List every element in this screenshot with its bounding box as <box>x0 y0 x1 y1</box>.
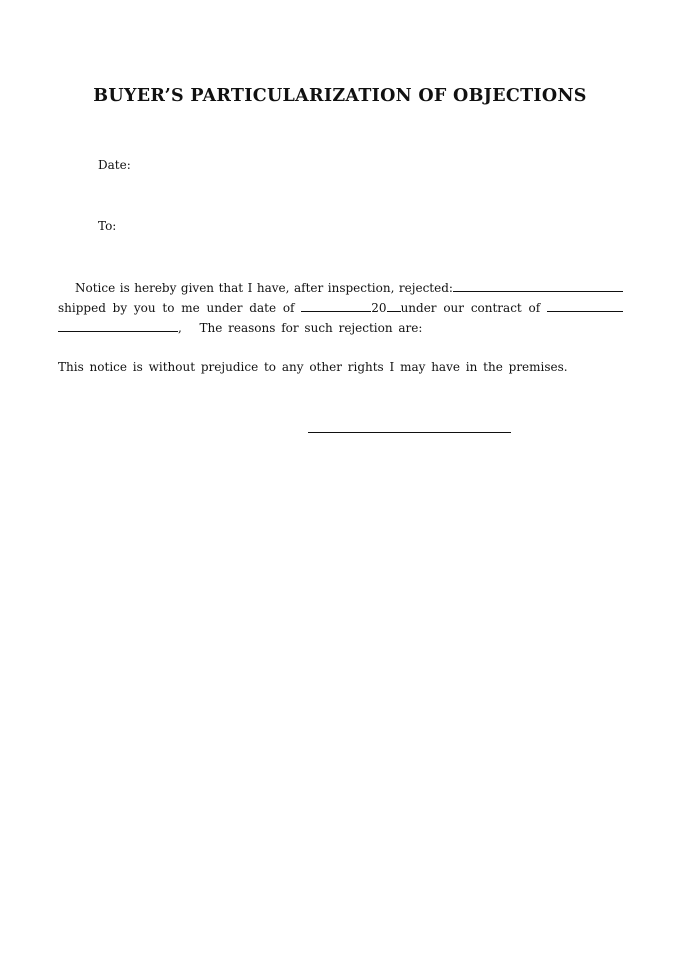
word: given <box>180 281 215 295</box>
word: is <box>119 281 130 295</box>
notice-paragraph-line-3 <box>58 320 422 335</box>
word: of <box>282 301 295 315</box>
date-label: Date: <box>98 158 131 172</box>
word: under <box>400 301 437 315</box>
word: date <box>249 301 277 315</box>
word: of <box>528 301 541 315</box>
shipment-date-group <box>301 300 436 315</box>
word: I <box>247 281 253 295</box>
word: after <box>293 281 324 295</box>
without-prejudice-paragraph: This notice is without prejudice to any other rights I may have in the premises. <box>58 360 568 374</box>
word: that <box>218 281 244 295</box>
signature-line[interactable] <box>308 432 511 433</box>
notice-paragraph-line-1 <box>75 280 623 295</box>
word: by <box>112 301 128 315</box>
word: to <box>162 301 175 315</box>
contract-blank[interactable] <box>547 300 623 312</box>
word: contract <box>470 301 522 315</box>
shipment-date-blank[interactable] <box>301 300 371 312</box>
word: rejected: <box>398 281 453 295</box>
comma: , <box>178 321 182 335</box>
to-label: To: <box>98 219 117 233</box>
word: me <box>181 301 200 315</box>
rejected-group <box>399 280 623 295</box>
notice-paragraph-line-2 <box>58 300 623 315</box>
reasons-sentence: The reasons for such rejection are: <box>199 321 423 335</box>
word: inspection, <box>327 281 395 295</box>
word: you <box>133 301 156 315</box>
year-prefix: 20 <box>371 301 387 315</box>
year-blank[interactable] <box>387 300 401 312</box>
word: have, <box>256 281 290 295</box>
word: our <box>443 301 465 315</box>
rejected-goods-blank[interactable] <box>453 280 623 292</box>
contract-continuation-blank[interactable] <box>58 320 178 332</box>
word: shipped <box>58 301 106 315</box>
word: Notice <box>75 281 116 295</box>
word: hereby <box>134 281 177 295</box>
word: under <box>206 301 243 315</box>
document-title: BUYER’S PARTICULARIZATION OF OBJECTIONS <box>93 86 587 106</box>
